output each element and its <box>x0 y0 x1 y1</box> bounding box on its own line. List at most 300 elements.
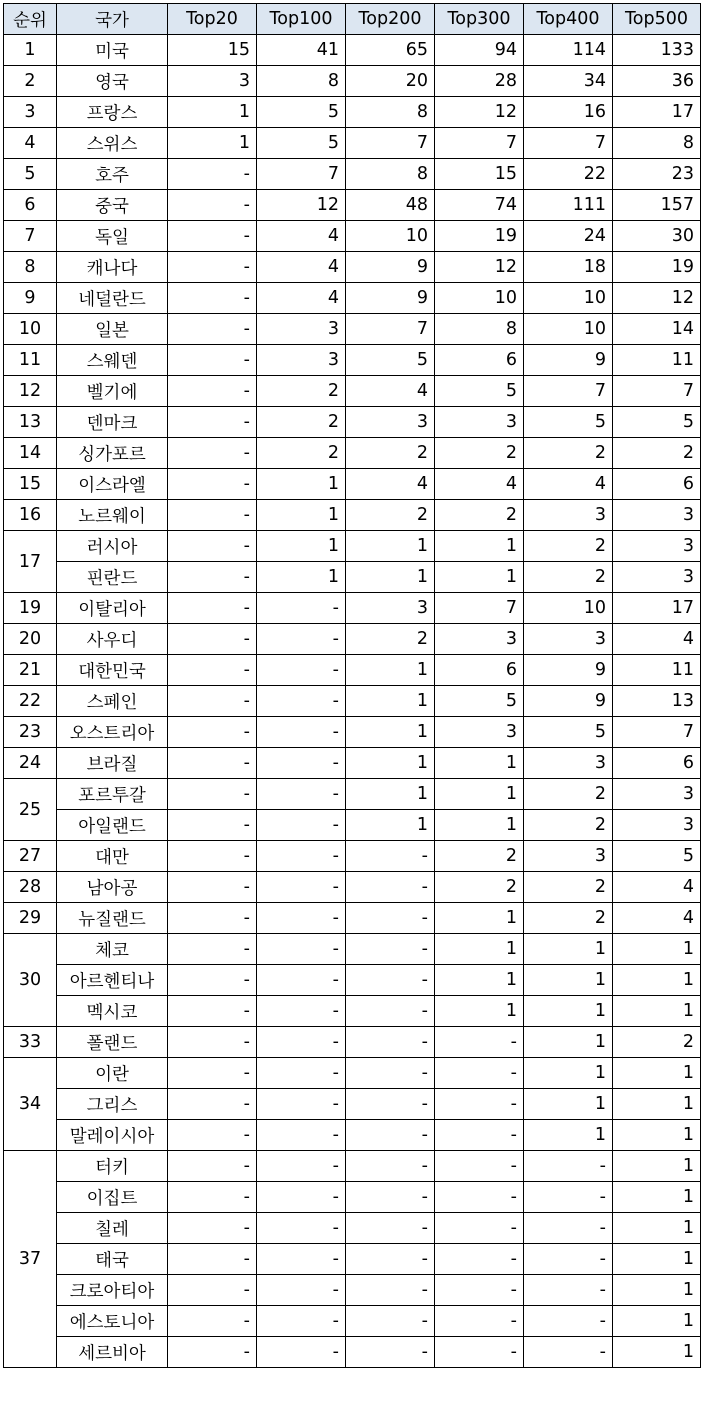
table-row <box>4 66 701 97</box>
country-cell: 핀란드 <box>57 562 168 593</box>
value-cell-top200: - <box>346 1275 435 1306</box>
value-cell-top200: 1 <box>346 655 435 686</box>
value-cell-top200: - <box>346 1213 435 1244</box>
value-cell-top200: 1 <box>346 748 435 779</box>
value-cell-top100: - <box>257 934 346 965</box>
value-cell-top20: - <box>168 1089 257 1120</box>
value-cell-top20: - <box>168 593 257 624</box>
value-cell-top200: 7 <box>346 314 435 345</box>
value-cell-top400: 22 <box>524 159 613 190</box>
value-cell-top20: - <box>168 252 257 283</box>
value-cell-top100: 5 <box>257 128 346 159</box>
value-cell-top400: - <box>524 1275 613 1306</box>
value-cell-top400: 16 <box>524 97 613 128</box>
table-row <box>4 531 701 562</box>
table-row <box>4 965 701 996</box>
university-ranking-table <box>3 3 701 1368</box>
country-cell: 노르웨이 <box>57 500 168 531</box>
value-cell-top400: 5 <box>524 407 613 438</box>
value-cell-top20: - <box>168 438 257 469</box>
value-cell-top200: - <box>346 841 435 872</box>
value-cell-top200: 1 <box>346 810 435 841</box>
value-cell-top300: - <box>435 1244 524 1275</box>
value-cell-top300: 5 <box>435 686 524 717</box>
header-country: 국가 <box>57 4 168 35</box>
value-cell-top100: - <box>257 1306 346 1337</box>
country-cell: 체코 <box>57 934 168 965</box>
value-cell-top20: - <box>168 717 257 748</box>
value-cell-top400: 18 <box>524 252 613 283</box>
country-cell: 아일랜드 <box>57 810 168 841</box>
value-cell-top400: 111 <box>524 190 613 221</box>
header-top20: Top20 <box>168 4 257 35</box>
country-cell: 남아공 <box>57 872 168 903</box>
value-cell-top100: 3 <box>257 314 346 345</box>
value-cell-top400: 1 <box>524 1058 613 1089</box>
value-cell-top20: - <box>168 965 257 996</box>
value-cell-top20: - <box>168 190 257 221</box>
value-cell-top100: 2 <box>257 376 346 407</box>
table-body <box>4 35 701 1368</box>
value-cell-top500: 1 <box>613 1120 701 1151</box>
value-cell-top300: 15 <box>435 159 524 190</box>
rank-cell: 21 <box>4 655 57 686</box>
value-cell-top20: 15 <box>168 35 257 66</box>
value-cell-top100: - <box>257 1151 346 1182</box>
value-cell-top20: - <box>168 562 257 593</box>
value-cell-top400: 10 <box>524 283 613 314</box>
country-cell: 이집트 <box>57 1182 168 1213</box>
value-cell-top200: 10 <box>346 221 435 252</box>
table-row <box>4 252 701 283</box>
header-top500: Top500 <box>613 4 701 35</box>
value-cell-top200: 65 <box>346 35 435 66</box>
value-cell-top20: - <box>168 810 257 841</box>
value-cell-top20: - <box>168 1182 257 1213</box>
value-cell-top200: 48 <box>346 190 435 221</box>
value-cell-top300: - <box>435 1275 524 1306</box>
country-cell: 태국 <box>57 1244 168 1275</box>
value-cell-top500: 7 <box>613 717 701 748</box>
header-top100: Top100 <box>257 4 346 35</box>
value-cell-top20: - <box>168 748 257 779</box>
table-row <box>4 1337 701 1368</box>
value-cell-top400: 114 <box>524 35 613 66</box>
value-cell-top500: 30 <box>613 221 701 252</box>
value-cell-top100: 1 <box>257 469 346 500</box>
value-cell-top500: 1 <box>613 934 701 965</box>
value-cell-top300: 8 <box>435 314 524 345</box>
value-cell-top100: - <box>257 841 346 872</box>
rank-cell: 7 <box>4 221 57 252</box>
value-cell-top500: 1 <box>613 1275 701 1306</box>
value-cell-top500: 13 <box>613 686 701 717</box>
value-cell-top300: 1 <box>435 965 524 996</box>
value-cell-top100: 8 <box>257 66 346 97</box>
value-cell-top300: 4 <box>435 469 524 500</box>
value-cell-top400: 2 <box>524 438 613 469</box>
rank-cell: 33 <box>4 1027 57 1058</box>
value-cell-top200: 2 <box>346 438 435 469</box>
country-cell: 네덜란드 <box>57 283 168 314</box>
value-cell-top300: 94 <box>435 35 524 66</box>
value-cell-top20: 1 <box>168 97 257 128</box>
country-cell: 말레이시아 <box>57 1120 168 1151</box>
value-cell-top200: - <box>346 1337 435 1368</box>
value-cell-top400: 1 <box>524 1027 613 1058</box>
value-cell-top200: 2 <box>346 624 435 655</box>
value-cell-top200: 5 <box>346 345 435 376</box>
table-row <box>4 438 701 469</box>
value-cell-top500: 6 <box>613 469 701 500</box>
value-cell-top20: - <box>168 686 257 717</box>
table-row <box>4 1027 701 1058</box>
table-row <box>4 1306 701 1337</box>
value-cell-top500: 1 <box>613 1213 701 1244</box>
country-cell: 스위스 <box>57 128 168 159</box>
value-cell-top500: 14 <box>613 314 701 345</box>
rank-cell: 3 <box>4 97 57 128</box>
table-row <box>4 1058 701 1089</box>
country-cell: 칠레 <box>57 1213 168 1244</box>
rank-cell: 28 <box>4 872 57 903</box>
value-cell-top200: 1 <box>346 531 435 562</box>
value-cell-top500: 11 <box>613 345 701 376</box>
header-top400: Top400 <box>524 4 613 35</box>
value-cell-top300: 12 <box>435 97 524 128</box>
country-cell: 터키 <box>57 1151 168 1182</box>
value-cell-top20: - <box>168 376 257 407</box>
value-cell-top100: - <box>257 810 346 841</box>
value-cell-top400: 4 <box>524 469 613 500</box>
value-cell-top400: 3 <box>524 748 613 779</box>
country-cell: 아르헨티나 <box>57 965 168 996</box>
value-cell-top20: - <box>168 469 257 500</box>
value-cell-top200: 9 <box>346 252 435 283</box>
value-cell-top100: - <box>257 872 346 903</box>
value-cell-top500: 1 <box>613 1244 701 1275</box>
rank-cell: 30 <box>4 934 57 1027</box>
table-row <box>4 190 701 221</box>
value-cell-top400: - <box>524 1337 613 1368</box>
value-cell-top400: 3 <box>524 841 613 872</box>
value-cell-top500: 157 <box>613 190 701 221</box>
value-cell-top200: - <box>346 1058 435 1089</box>
value-cell-top100: 4 <box>257 283 346 314</box>
value-cell-top300: - <box>435 1306 524 1337</box>
value-cell-top300: 7 <box>435 593 524 624</box>
value-cell-top200: - <box>346 934 435 965</box>
value-cell-top20: - <box>168 283 257 314</box>
value-cell-top200: 1 <box>346 562 435 593</box>
value-cell-top20: - <box>168 500 257 531</box>
value-cell-top20: - <box>168 407 257 438</box>
value-cell-top400: 10 <box>524 314 613 345</box>
value-cell-top300: 1 <box>435 810 524 841</box>
value-cell-top300: 2 <box>435 841 524 872</box>
value-cell-top500: 1 <box>613 1306 701 1337</box>
value-cell-top300: 10 <box>435 283 524 314</box>
value-cell-top400: 9 <box>524 655 613 686</box>
table-row <box>4 717 701 748</box>
country-cell: 세르비아 <box>57 1337 168 1368</box>
value-cell-top20: - <box>168 221 257 252</box>
value-cell-top300: - <box>435 1027 524 1058</box>
value-cell-top400: - <box>524 1182 613 1213</box>
value-cell-top200: - <box>346 1151 435 1182</box>
value-cell-top200: 2 <box>346 500 435 531</box>
value-cell-top500: 1 <box>613 1151 701 1182</box>
value-cell-top400: 7 <box>524 376 613 407</box>
value-cell-top20: - <box>168 159 257 190</box>
value-cell-top20: - <box>168 779 257 810</box>
table-row <box>4 345 701 376</box>
value-cell-top500: 1 <box>613 1089 701 1120</box>
value-cell-top20: - <box>168 1213 257 1244</box>
value-cell-top300: 1 <box>435 562 524 593</box>
table-row <box>4 748 701 779</box>
header-top300: Top300 <box>435 4 524 35</box>
value-cell-top300: 2 <box>435 872 524 903</box>
header-top200: Top200 <box>346 4 435 35</box>
value-cell-top100: - <box>257 1182 346 1213</box>
country-cell: 덴마크 <box>57 407 168 438</box>
value-cell-top400: 2 <box>524 810 613 841</box>
table-row <box>4 872 701 903</box>
table-row <box>4 35 701 66</box>
table-row <box>4 779 701 810</box>
value-cell-top200: 3 <box>346 407 435 438</box>
country-cell: 일본 <box>57 314 168 345</box>
value-cell-top200: 3 <box>346 593 435 624</box>
table-row <box>4 810 701 841</box>
value-cell-top500: 1 <box>613 996 701 1027</box>
value-cell-top100: - <box>257 1213 346 1244</box>
value-cell-top400: 1 <box>524 1089 613 1120</box>
table-row <box>4 221 701 252</box>
rank-cell: 23 <box>4 717 57 748</box>
value-cell-top400: 1 <box>524 965 613 996</box>
value-cell-top100: 2 <box>257 438 346 469</box>
value-cell-top20: - <box>168 624 257 655</box>
value-cell-top200: - <box>346 1244 435 1275</box>
value-cell-top100: 1 <box>257 562 346 593</box>
rank-cell: 27 <box>4 841 57 872</box>
value-cell-top100: 7 <box>257 159 346 190</box>
country-cell: 미국 <box>57 35 168 66</box>
country-cell: 호주 <box>57 159 168 190</box>
country-cell: 독일 <box>57 221 168 252</box>
value-cell-top200: - <box>346 872 435 903</box>
value-cell-top100: - <box>257 1058 346 1089</box>
value-cell-top400: 10 <box>524 593 613 624</box>
value-cell-top200: - <box>346 1182 435 1213</box>
value-cell-top20: - <box>168 1306 257 1337</box>
country-cell: 스웨덴 <box>57 345 168 376</box>
value-cell-top200: - <box>346 1120 435 1151</box>
value-cell-top300: 2 <box>435 438 524 469</box>
value-cell-top200: 4 <box>346 469 435 500</box>
rank-cell: 5 <box>4 159 57 190</box>
table-row <box>4 624 701 655</box>
value-cell-top500: 11 <box>613 655 701 686</box>
country-cell: 사우디 <box>57 624 168 655</box>
value-cell-top20: - <box>168 345 257 376</box>
value-cell-top100: 3 <box>257 345 346 376</box>
value-cell-top300: - <box>435 1089 524 1120</box>
rank-cell: 24 <box>4 748 57 779</box>
country-cell: 이탈리아 <box>57 593 168 624</box>
rank-cell: 13 <box>4 407 57 438</box>
rank-cell: 12 <box>4 376 57 407</box>
value-cell-top20: - <box>168 655 257 686</box>
country-cell: 중국 <box>57 190 168 221</box>
country-cell: 브라질 <box>57 748 168 779</box>
value-cell-top300: 1 <box>435 779 524 810</box>
rank-cell: 8 <box>4 252 57 283</box>
value-cell-top500: 7 <box>613 376 701 407</box>
value-cell-top100: - <box>257 903 346 934</box>
value-cell-top300: 1 <box>435 748 524 779</box>
value-cell-top500: 4 <box>613 624 701 655</box>
table-row <box>4 283 701 314</box>
value-cell-top300: 7 <box>435 128 524 159</box>
value-cell-top20: - <box>168 1027 257 1058</box>
value-cell-top200: - <box>346 1089 435 1120</box>
value-cell-top100: - <box>257 779 346 810</box>
value-cell-top500: 3 <box>613 562 701 593</box>
value-cell-top300: 19 <box>435 221 524 252</box>
value-cell-top300: - <box>435 1120 524 1151</box>
value-cell-top500: 1 <box>613 965 701 996</box>
country-cell: 에스토니아 <box>57 1306 168 1337</box>
value-cell-top200: - <box>346 965 435 996</box>
value-cell-top20: - <box>168 314 257 345</box>
country-cell: 뉴질랜드 <box>57 903 168 934</box>
value-cell-top300: 2 <box>435 500 524 531</box>
value-cell-top200: - <box>346 1027 435 1058</box>
value-cell-top200: - <box>346 996 435 1027</box>
value-cell-top200: 9 <box>346 283 435 314</box>
value-cell-top100: 41 <box>257 35 346 66</box>
value-cell-top100: 1 <box>257 500 346 531</box>
value-cell-top400: 24 <box>524 221 613 252</box>
value-cell-top100: - <box>257 1120 346 1151</box>
value-cell-top20: - <box>168 903 257 934</box>
value-cell-top200: 1 <box>346 779 435 810</box>
table-row <box>4 1120 701 1151</box>
country-cell: 벨기에 <box>57 376 168 407</box>
rank-cell: 34 <box>4 1058 57 1151</box>
value-cell-top20: - <box>168 934 257 965</box>
value-cell-top100: - <box>257 593 346 624</box>
table-row <box>4 97 701 128</box>
rank-cell: 19 <box>4 593 57 624</box>
rank-cell: 29 <box>4 903 57 934</box>
value-cell-top400: 2 <box>524 531 613 562</box>
value-cell-top100: 5 <box>257 97 346 128</box>
table-row <box>4 1151 701 1182</box>
value-cell-top500: 1 <box>613 1058 701 1089</box>
value-cell-top200: 4 <box>346 376 435 407</box>
rank-cell: 14 <box>4 438 57 469</box>
value-cell-top20: - <box>168 1120 257 1151</box>
table-row <box>4 841 701 872</box>
value-cell-top200: 7 <box>346 128 435 159</box>
value-cell-top100: - <box>257 1337 346 1368</box>
rank-cell: 2 <box>4 66 57 97</box>
value-cell-top100: - <box>257 686 346 717</box>
value-cell-top500: 17 <box>613 97 701 128</box>
rank-cell: 1 <box>4 35 57 66</box>
value-cell-top400: 1 <box>524 996 613 1027</box>
value-cell-top300: 3 <box>435 717 524 748</box>
value-cell-top100: 12 <box>257 190 346 221</box>
value-cell-top100: 4 <box>257 221 346 252</box>
value-cell-top500: 23 <box>613 159 701 190</box>
value-cell-top100: - <box>257 1275 346 1306</box>
country-cell: 싱가포르 <box>57 438 168 469</box>
rank-cell: 20 <box>4 624 57 655</box>
value-cell-top20: - <box>168 1058 257 1089</box>
value-cell-top300: 1 <box>435 531 524 562</box>
country-cell: 이스라엘 <box>57 469 168 500</box>
table-row <box>4 1244 701 1275</box>
rank-cell: 11 <box>4 345 57 376</box>
value-cell-top20: - <box>168 1337 257 1368</box>
value-cell-top300: - <box>435 1058 524 1089</box>
value-cell-top100: - <box>257 717 346 748</box>
country-cell: 대만 <box>57 841 168 872</box>
country-cell: 포르투갈 <box>57 779 168 810</box>
table-row <box>4 655 701 686</box>
value-cell-top500: 2 <box>613 438 701 469</box>
value-cell-top300: - <box>435 1182 524 1213</box>
value-cell-top400: - <box>524 1244 613 1275</box>
country-cell: 폴랜드 <box>57 1027 168 1058</box>
value-cell-top500: 5 <box>613 407 701 438</box>
country-cell: 캐나다 <box>57 252 168 283</box>
value-cell-top100: - <box>257 965 346 996</box>
value-cell-top400: - <box>524 1306 613 1337</box>
rank-cell: 25 <box>4 779 57 841</box>
table-row <box>4 686 701 717</box>
value-cell-top400: 3 <box>524 500 613 531</box>
value-cell-top20: - <box>168 1275 257 1306</box>
value-cell-top300: 1 <box>435 934 524 965</box>
value-cell-top400: 5 <box>524 717 613 748</box>
rank-cell: 15 <box>4 469 57 500</box>
table-row <box>4 469 701 500</box>
value-cell-top300: 1 <box>435 996 524 1027</box>
rank-cell: 22 <box>4 686 57 717</box>
value-cell-top500: 3 <box>613 500 701 531</box>
value-cell-top20: 3 <box>168 66 257 97</box>
value-cell-top500: 8 <box>613 128 701 159</box>
table-row <box>4 159 701 190</box>
value-cell-top500: 3 <box>613 531 701 562</box>
value-cell-top20: - <box>168 531 257 562</box>
value-cell-top100: - <box>257 1089 346 1120</box>
value-cell-top300: - <box>435 1213 524 1244</box>
value-cell-top100: 2 <box>257 407 346 438</box>
header-row <box>4 4 701 35</box>
table-row <box>4 996 701 1027</box>
value-cell-top300: 74 <box>435 190 524 221</box>
rank-cell: 17 <box>4 531 57 593</box>
country-cell: 크로아티아 <box>57 1275 168 1306</box>
value-cell-top20: - <box>168 841 257 872</box>
